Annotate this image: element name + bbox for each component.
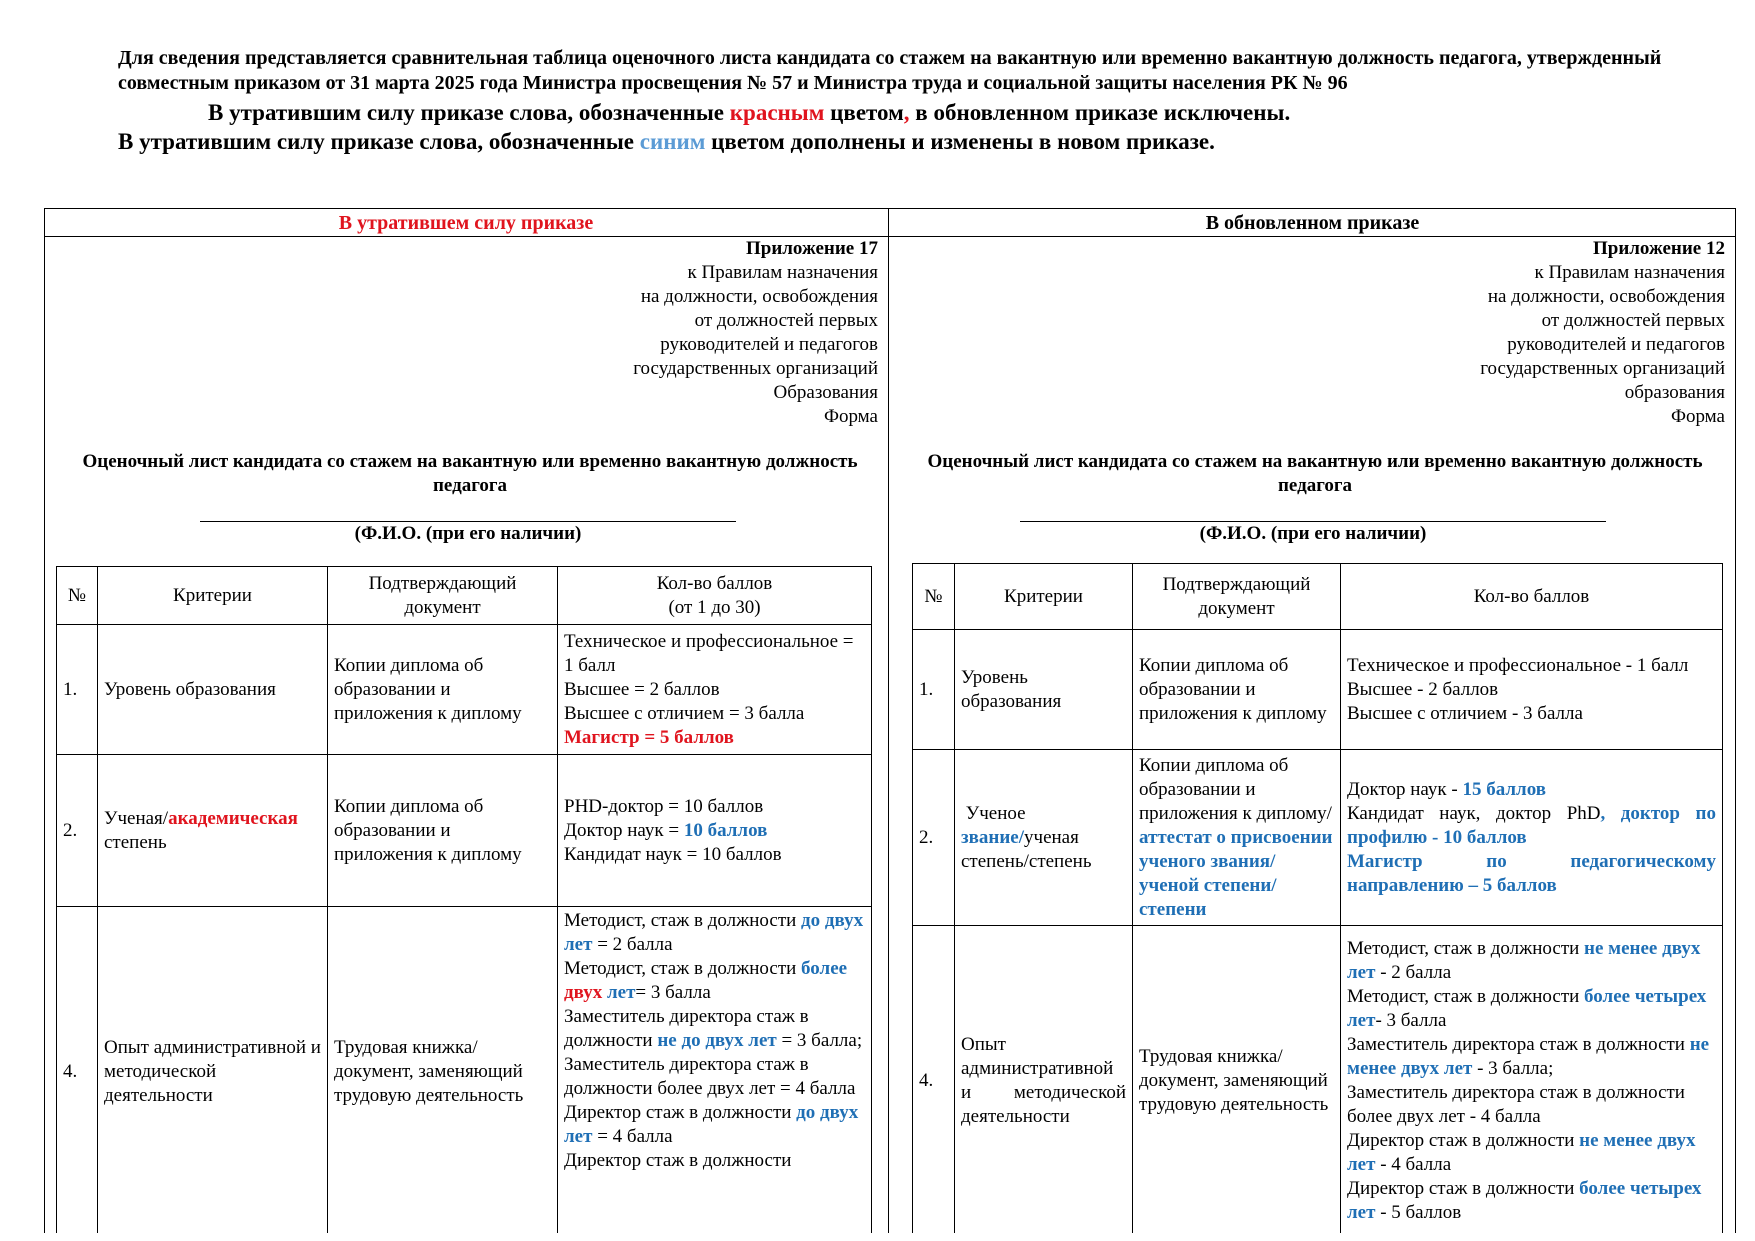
left-criteria-table (56, 566, 872, 1233)
table-row: 2. Ученое звание/ученая степень/степень Копии диплома об образовании и приложения к диплому/аттестат о присвоении ученого звания/ученой степени/степени Доктор наук - 15 баллов Кандидат наук, доктор PhD, доктор по профилю - 10 баллов Магистр по педагогическому направлению – 5 баллов (913, 750, 1723, 926)
right-appendix: Приложение 12 к Правилам назначения на должности, освобождения от должностей первых руководителей и педагогов государственных организаций образования Форма (1340, 237, 1725, 429)
column-divider (888, 208, 889, 1233)
right-criteria-table-wrap (912, 563, 1730, 1233)
right-appendix-title: Приложение 12 (1592, 238, 1725, 259)
red-note: В утратившим силу приказе слова, обозначенные красным цветом, в обновленном приказе исключены. (208, 100, 1291, 125)
blue-note: В утратившим силу приказе слова, обозначенные синим цветом дополнены и изменены в новом приказе. (118, 129, 1215, 154)
left-criteria-table-wrap (56, 566, 876, 1233)
right-header-row: № Критерии Подтверждающий документ Кол-во баллов (913, 564, 1723, 630)
left-form-title: Оценочный лист кандидата со стажем на вакантную или временно вакантную должность педагога (82, 451, 858, 496)
table-row: 1. Уровень образования Копии диплома об образовании и приложения к диплому Техническое и профессиональное = 1 балл Высшее = 2 баллов Высшее с отличием = 3 балла Магистр = 5 баллов (57, 625, 872, 755)
table-row: 4. Опыт административной и методической деятельности Трудовая книжка/документ, заменяющий трудовую деятельность Методист, стаж в должности не менее двух лет - 2 балла Методист, стаж в должности более четырех лет- 3 балла Заместитель директора стаж в должности не менее двух лет - 3 балла; Заместитель директора стаж в должности более двух лет - 4 балла Директор стаж в должности не менее двух лет - 4 балла Директор стаж в должности более четырех лет - 5 баллов (913, 926, 1723, 1234)
right-fio-label: (Ф.И.О. (при его наличии) (1199, 523, 1427, 544)
intro (118, 46, 1718, 156)
column-header-old: В утратившем силу приказе (338, 212, 594, 234)
right-form-title: Оценочный лист кандидата со стажем на вакантную или временно вакантную должность педагога (927, 451, 1703, 496)
left-appendix: Приложение 17 к Правилам назначения на должности, освобождения от должностей первых руководителей и педагогов государственных организаций Образования Форма (500, 237, 878, 429)
table-row: 4. Опыт административной и методической деятельности Трудовая книжка/документ, заменяющий трудовую деятельность Методист, стаж в должности до двух лет = 2 балла Методист, стаж в должности более двух лет= 3 балла Заместитель директора стаж в должности не до двух лет = 3 балла; Заместитель директора стаж в должности более двух лет = 4 балла Директор стаж в должности до двух лет = 4 балла Директор стаж в должности (57, 907, 872, 1234)
intro-paragraph: Для сведения представляется сравнительная таблица оценочного листа кандидата со стажем на вакантную или временно вакантную должность педагога, утвержденный совместным приказом от 31 марта 2025 года Министра просвещения № 57 и Министра труда и социальной защиты населения РК № 96 (118, 47, 1662, 94)
left-header-row: № Критерии Подтверждающий документ Кол-во баллов (от 1 до 30) (57, 567, 872, 625)
left-fio-label: (Ф.И.О. (при его наличии) (354, 523, 582, 544)
red-word: красным (729, 100, 825, 125)
table-row: 1. Уровень образования Копии диплома об образовании и приложения к диплому Техническое и профессиональное - 1 балл Высшее - 2 баллов Высшее с отличием - 3 балла (913, 630, 1723, 750)
left-appendix-title: Приложение 17 (745, 238, 878, 259)
right-criteria-table (912, 563, 1723, 1233)
blue-word: синим (639, 129, 706, 154)
table-row: 2. Ученая/академическая степень Копии диплома об образовании и приложения к диплому PHD-доктор = 10 баллов Доктор наук = 10 баллов Кандидат наук = 10 баллов (57, 755, 872, 907)
column-header-new: В обновленном приказе (1205, 212, 1420, 234)
